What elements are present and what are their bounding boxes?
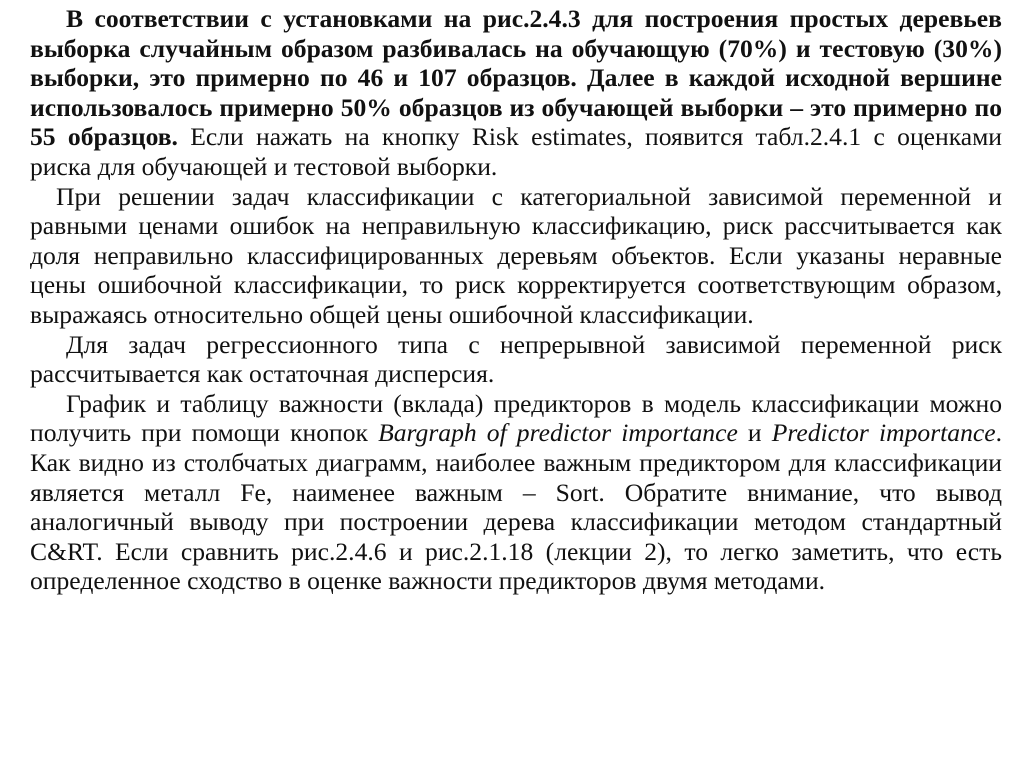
importance-text-3: . Как видно из столбчатых диаграмм, наиболее важным предиктором для классификации является металл Fe, наименее важным – Sort. Обратите внимание, что вывод аналогичный выводу при построении дерева классификации методом стандартный C&RT. Если сравнить рис.2.4.6 и рис.2.1.18 (лекции 2), то легко заметить, что есть определенное сходство в оценке важности предикторов двумя методами.: [30, 418, 1002, 596]
paragraph-predictor-importance: [30, 389, 1002, 596]
paragraph-classification-risk: При решении задач классификации с категориальной зависимой переменной и равными ценами ошибок на неправильную классификацию, риск рассчитывается как доля неправильно классифицированных деревьям объектов. Если указаны неравные цены ошибочной классификации, то риск корректируется соответствующим образом, выражаясь относительно общей цены ошибочной классификации.: [30, 181, 1002, 329]
paragraph-sampling: [30, 4, 1002, 182]
document-page: [30, 4, 1002, 596]
importance-text-2: и: [737, 418, 772, 448]
paragraph-sampling-bold: В соответствии с установками на рис.2.4.3 для построения простых деревьев выборка случайным образом разбивалась на обучающую (70%) и тестовую (30%) выборки, это примерно по 46 и 107 образцов. Далее в каждой исходной вершине использовалось примерно 50% образцов из обучающей выборки – это примерно по 55 образцов.: [30, 4, 1002, 152]
paragraph-regression-risk: Для задач регрессионного типа с непрерывной зависимой переменной риск рассчитывается как остаточная дисперсия.: [30, 329, 1002, 389]
predictor-importance-button-name: Predictor importance: [771, 418, 996, 448]
bargraph-button-name: Bargraph of predictor importance: [378, 418, 738, 448]
paragraph-sampling-normal: Если нажать на кнопку Risk estimates, появится табл.2.4.1 с оценками риска для обучающей и тестовой выборки.: [30, 122, 1002, 181]
importance-text-1: График и таблицу важности (вклада) предикторов в модель классификации можно получить при помощи кнопок: [30, 388, 1002, 448]
